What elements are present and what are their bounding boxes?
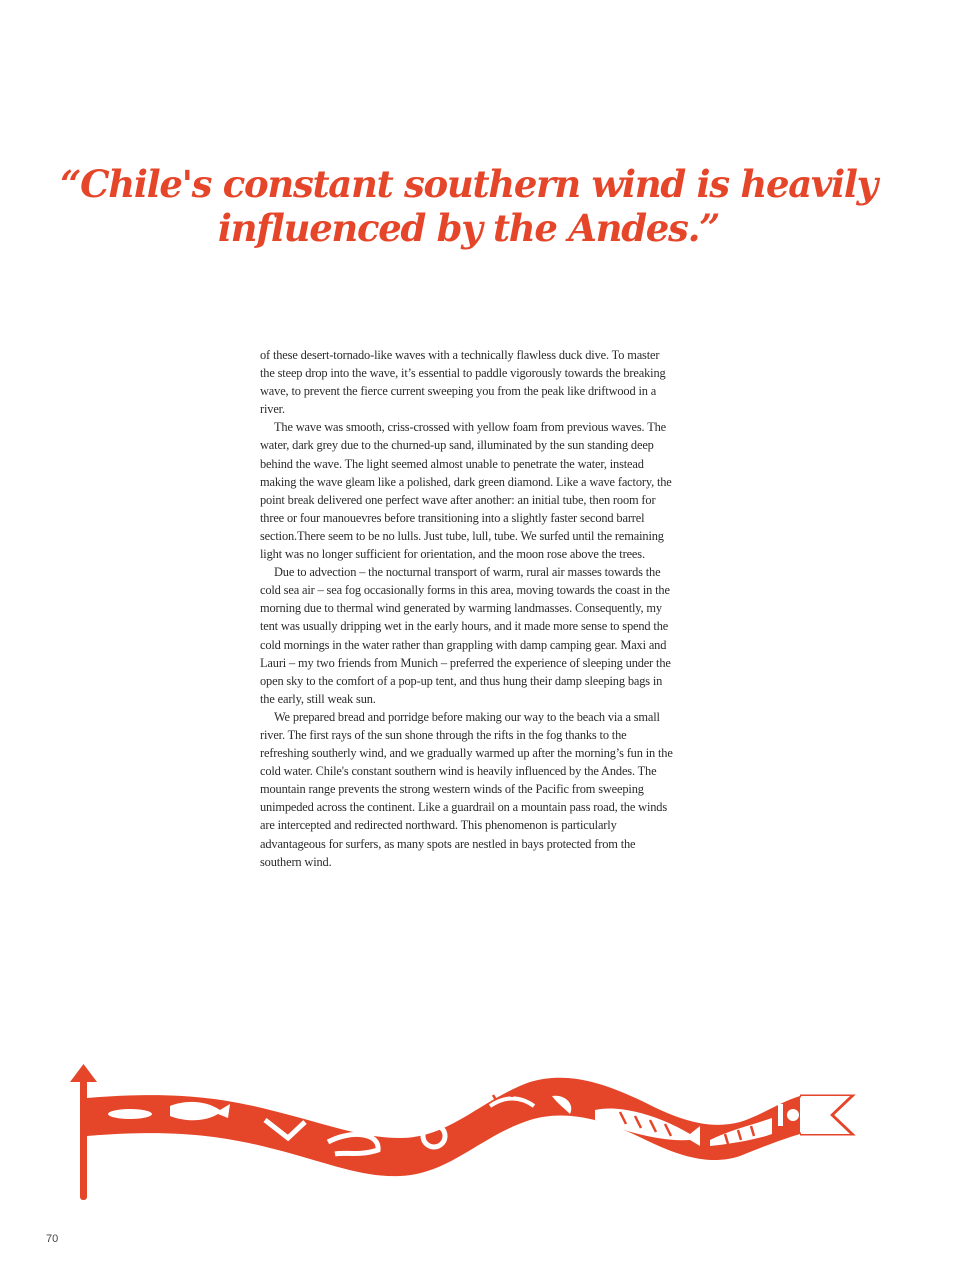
paragraph-2: The wave was smooth, criss-crossed with yellow foam from previous waves. The water, dark grey due to the churned-up sand, illuminated by the sun standing deep behind the wave. The light seemed almost unable to penetrate the water, instead making the wave gleam like a polished, dark green diamond. Like a wave factory, the point break delivered one perfect wave after another: an initial tube, then room for three or four manouevres before transitioning into a slightly faster second barrel section.There seem to be no lulls. Just tube, lull, tube. We surfed until the remaining light was no longer sufficient for orientation, and the moon rose above the trees.	[260, 420, 672, 562]
flagpole	[80, 1078, 87, 1200]
motif-bar	[778, 1104, 783, 1126]
article-body	[260, 346, 675, 871]
flagpole-arrow-tip	[70, 1064, 97, 1082]
motif-dot	[787, 1109, 799, 1121]
wave-banner-flag-icon	[60, 1060, 860, 1205]
pull-quote-line-2: influenced by the Andes.”	[217, 206, 720, 250]
page-number: 70	[46, 1233, 59, 1245]
paragraph-4: We prepared bread and porridge before making our way to the beach via a small river. The first rays of the sun shone through the rifts in the fog thanks to the refreshing southerly wind, and we gradually warmed up after the morning’s fun in the cold water. Chile's constant southern wind is heavily influenced by the Andes. The mountain range prevents the strong western winds of the Pacific from sweeping unimpeded across the continent. Like a guardrail on a mountain pass road, the winds are intercepted and redirected northward. This phenomenon is particularly advantageous for surfers, as many spots are nestled in bays protected from the southern wind.	[260, 709, 673, 869]
pull-quote-line-1: “Chile's constant southern wind is heavily	[60, 162, 877, 206]
pull-quote	[40, 162, 897, 250]
paragraph-3: Due to advection – the nocturnal transport of warm, rural air masses towards the cold sea air – sea fog occasionally forms in this area, moving towards the coast in the morning due to thermal wind generated by warming landmasses. Consequently, my tent was usually dripping wet in the early hours, and it made more sense to spend the cold mornings in the water rather than grappling with damp camping gear. Maxi and Lauri – my two friends from Munich – preferred the experience of sleeping under the open sky to the comfort of a pop-up tent, and thus hung their damp sleeping bags in the early, still weak sun.	[260, 565, 671, 706]
motif-eye-1	[108, 1109, 152, 1119]
paragraph-1: of these desert-tornado-like waves with a technically flawless duck dive. To master the steep drop into the wave, it’s essential to paddle vigorously towards the breaking wave, to prevent the fierce current sweeping you from the peak like driftwood in a river.	[260, 348, 666, 417]
